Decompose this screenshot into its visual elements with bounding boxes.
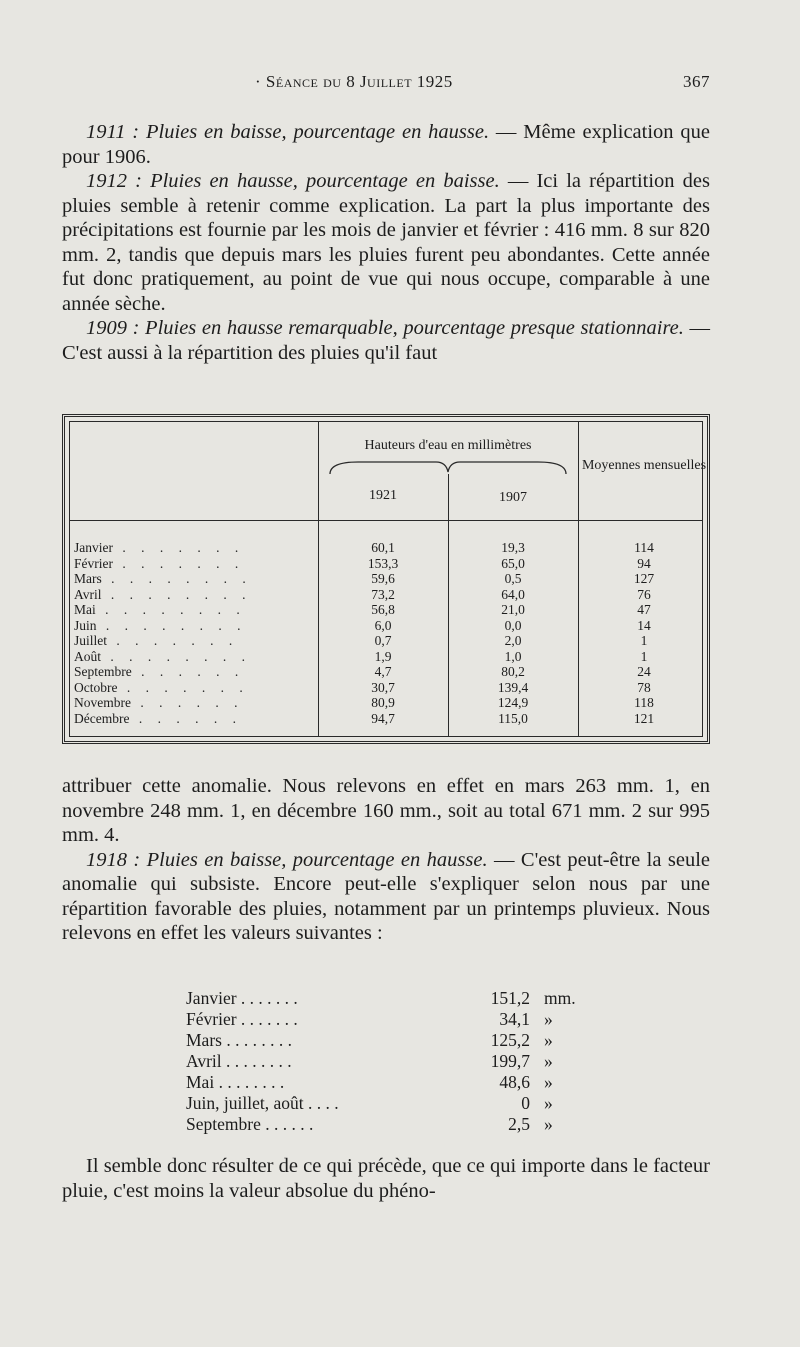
paragraph-text: — Ici la répartition des pluies semble à retenir comme explication. La part la plus importante des précipitations est fournie par les mois de janvier et février : 416 mm. 8 sur 820 mm. 2, tandis que depuis mars les pluies furent peu abondantes. Cette année fut donc pratiquement, au point de vue qui nous occupe, comparable à une année sèche. [62, 170, 710, 315]
list-item: Avril . . . . . . . . 199,7 » [186, 1051, 553, 1071]
table-col-1907: 1907 [499, 490, 527, 505]
table-cell: 30,7 [371, 679, 395, 695]
page-number: 367 [683, 72, 710, 91]
table-cell: 47 [637, 602, 651, 617]
text-block-top [62, 120, 710, 365]
table-cell: 14 [637, 617, 651, 633]
table-month-cell: Avril . . . . . . . . [74, 586, 252, 602]
table-cell: 56,8 [371, 602, 395, 617]
table-cell: 65,0 [501, 555, 525, 571]
table-cell: 4,7 [374, 664, 392, 679]
table-cell: 118 [634, 695, 654, 710]
table-col-means: Moyennes mensuelles [581, 458, 707, 473]
table-cell: 0,5 [504, 571, 522, 586]
table-cell: 2,0 [504, 633, 522, 648]
table-means-column [578, 540, 710, 726]
paragraph-lead: 1909 : Pluies en hausse remarquable, pourcentage presque stationnaire. [86, 317, 684, 339]
list-item: Février . . . . . . . 34,1 » [186, 1009, 553, 1029]
table-cell: 19,3 [501, 540, 525, 555]
list-item: Septembre . . . . . . 2,5 » [186, 1114, 553, 1134]
table-cell: 1 [640, 633, 648, 648]
list-item: Janvier . . . . . . . 151,2 mm. [186, 988, 576, 1008]
table-inner-frame [69, 421, 707, 737]
rainfall-table [62, 414, 710, 744]
table-cell: 153,3 [367, 555, 399, 571]
table-col-1921: 1921 [369, 488, 397, 503]
paragraph-lead: 1911 : Pluies en baisse, pourcentage en hausse. [86, 121, 490, 143]
text-block-middle [62, 774, 710, 946]
running-head [60, 72, 710, 102]
paragraph-text: — Même explication que pour 1906. [62, 121, 710, 168]
table-cell: 6,0 [374, 617, 392, 633]
table-month-cell: Septembre . . . . . . [74, 664, 245, 679]
table-group-header: Hauteurs d'eau en millimètres [364, 438, 532, 453]
table-cell: 64,0 [501, 586, 525, 602]
table-month-cell: Juin . . . . . . . . [74, 617, 247, 633]
table-cell: 0,0 [504, 617, 522, 633]
paragraph-text: — C'est peut-être la seule anomalie qui subsiste. Encore peut-elle s'expliquer selon nous par une répartition favorable des pluies, notamment par un printemps pluvieux. Nous relevons en effet les valeurs suivantes : [62, 848, 710, 944]
table-1921-column [318, 540, 448, 726]
table-month-cell: Novembre . . . . . . [74, 695, 244, 710]
table-cell: 21,0 [501, 602, 525, 617]
table-cell: 76 [637, 586, 651, 602]
table-1907-column [448, 540, 578, 726]
table-cell: 73,2 [371, 586, 395, 602]
table-cell: 1,9 [374, 648, 392, 664]
values-list [186, 988, 606, 1135]
table-brace [328, 458, 568, 476]
table-cell: 124,9 [497, 695, 529, 710]
table-month-column [74, 540, 314, 726]
paragraph-continuation: attribuer cette anomalie. Nous relevons en effet en mars 263 mm. 1, en novembre 248 mm. 1, en décembre 160 mm., soit au total 671 mm. 2 sur 995 mm. 4. [62, 775, 710, 846]
table-month-cell: Février . . . . . . . [74, 555, 245, 571]
table-cell: 121 [633, 710, 655, 726]
table-month-cell: Mars . . . . . . . . [74, 571, 252, 586]
table-cell: 78 [637, 679, 651, 695]
table-month-cell: Août . . . . . . . . [74, 648, 251, 664]
paragraph-1912 [62, 169, 710, 316]
paragraph-1918 [62, 848, 710, 946]
table-cell: 94,7 [371, 710, 395, 726]
table-cell: 1,0 [504, 648, 522, 664]
table-cell: 114 [634, 540, 654, 555]
list-item: Juin, juillet, août . . . . 0 » [186, 1093, 553, 1113]
running-title: · Séance du 8 Juillet 1925 [255, 72, 453, 91]
table-month-cell: Juillet . . . . . . . [74, 633, 239, 648]
table-cell: 115,0 [498, 710, 528, 726]
paragraph-1911 [62, 120, 710, 169]
paragraph-lead: 1912 : Pluies en hausse, pourcentage en baisse. [86, 170, 500, 192]
table-cell: 1 [640, 648, 648, 664]
table-cell: 139,4 [497, 679, 529, 695]
text-block-bottom [62, 1154, 710, 1203]
table-cell: 0,7 [374, 633, 392, 648]
paragraph-conclusion: Il semble donc résulter de ce qui précède, que ce qui importe dans le facteur pluie, c'est moins la valeur absolue du phéno- [62, 1155, 710, 1202]
table-month-cell: Octobre . . . . . . . [74, 679, 249, 695]
table-cell: 80,9 [371, 695, 395, 710]
paragraph-1909 [62, 316, 710, 365]
table-month-cell: Janvier . . . . . . . [74, 540, 245, 555]
list-item: Mars . . . . . . . . 125,2 » [186, 1030, 553, 1050]
paragraph-lead: 1918 : Pluies en baisse, pourcentage en hausse. [86, 848, 488, 871]
table-cell: 80,2 [501, 664, 525, 679]
table-cell: 60,1 [371, 540, 395, 555]
table-cell: 59,6 [371, 571, 395, 586]
table-header-rule [70, 520, 702, 521]
table-cell: 94 [637, 555, 651, 571]
table-month-cell: Décembre . . . . . . [74, 710, 242, 726]
paragraph-text: — C'est aussi à la répartition des pluies qu'il faut [62, 317, 710, 364]
list-item: Mai . . . . . . . . 48,6 » [186, 1072, 553, 1092]
table-month-cell: Mai . . . . . . . . [74, 602, 246, 617]
table-cell: 127 [633, 571, 655, 586]
table-cell: 24 [637, 664, 651, 679]
